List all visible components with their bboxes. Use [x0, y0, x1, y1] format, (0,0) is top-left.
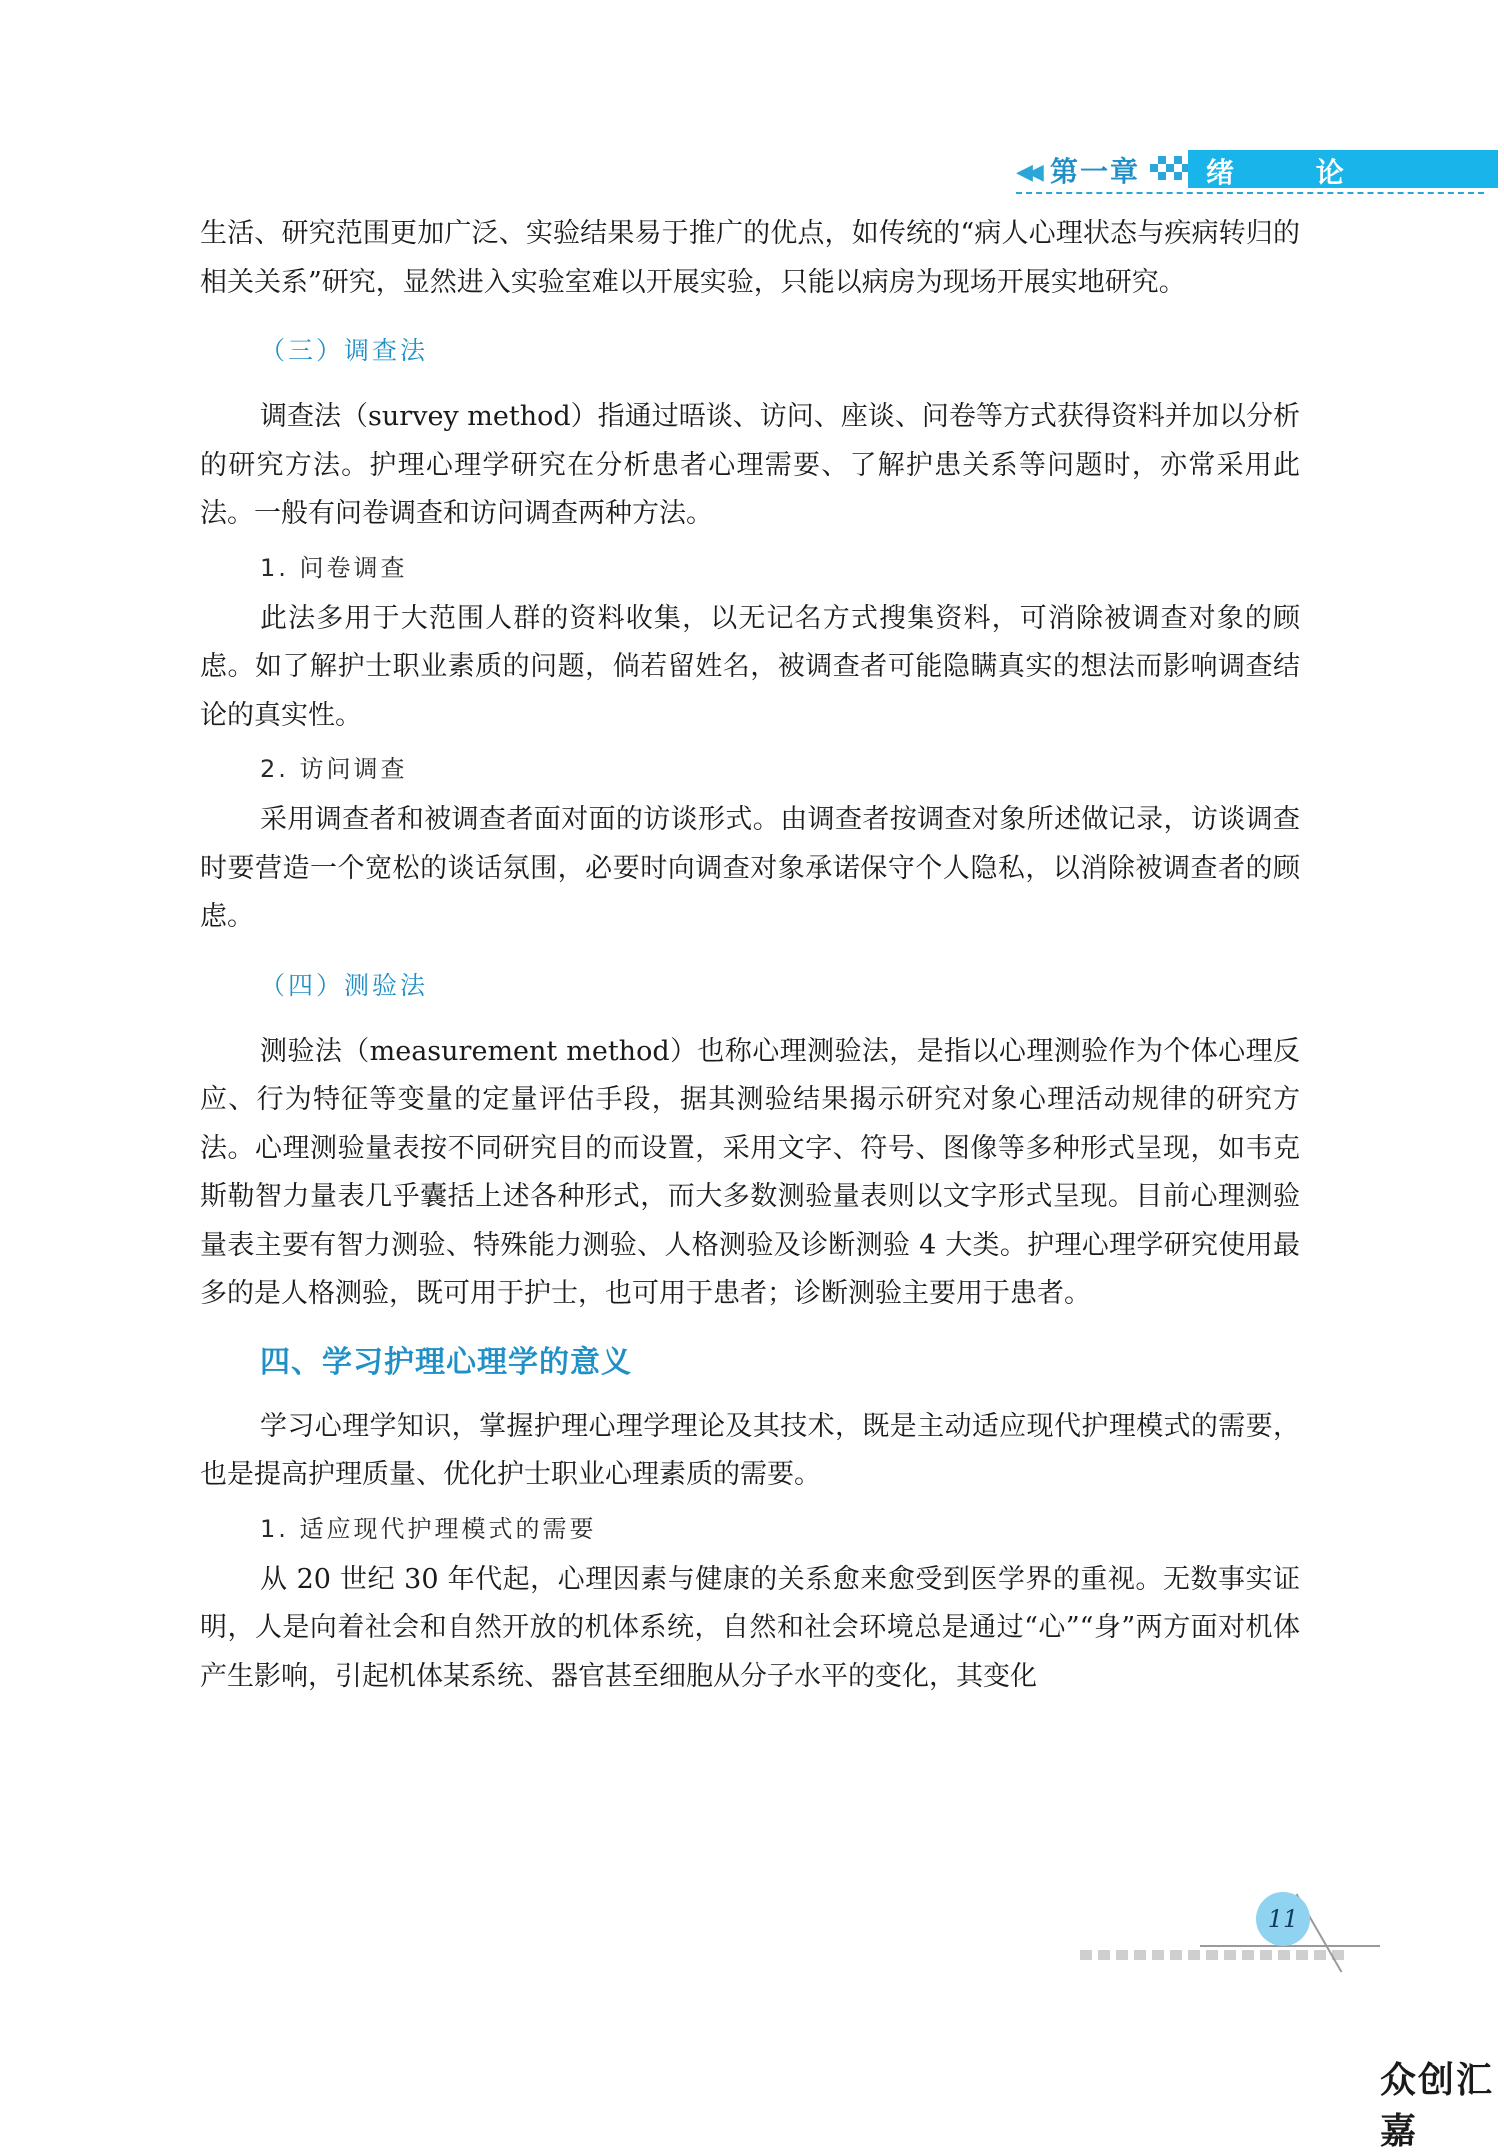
page-number: 11 — [1267, 1905, 1299, 1933]
paragraph: 调查法（survey method）指通过晤谈、访问、座谈、问卷等方式获得资料并加以分析的研究方法。护理心理学研究在分析患者心理需要、了解护患关系等问题时，亦常采用此法。一般有问卷调查和访问调查两种方法。 — [200, 401, 1300, 529]
checker-decoration — [1150, 156, 1192, 186]
page-number-badge — [1256, 1892, 1310, 1946]
paragraph: 学习心理学知识，掌握护理心理学理论及其技术，既是主动适应现代护理模式的需要，也是提高护理质量、优化护士职业心理素质的需要。 — [200, 1410, 1300, 1490]
section-heading: 四、学习护理心理学的意义 — [260, 1344, 632, 1380]
watermark-logo: 众创汇嘉 — [1380, 2060, 1495, 2152]
chapter-title-bar — [1188, 150, 1498, 188]
paragraph: 此法多用于大范围人群的资料收集，以无记名方式搜集资料，可消除被调查对象的顾虑。如了解护士职业素质的问题，倘若留姓名，被调查者可能隐瞒真实的想法而影响调查结论的真实性。 — [200, 602, 1300, 731]
subsection-heading: （四）测验法 — [260, 970, 429, 1000]
subsection-heading: （三）调查法 — [260, 336, 429, 365]
double-arrow-icon: ◀◀ — [1016, 160, 1038, 185]
chapter-label: 第一章 — [1050, 155, 1141, 188]
paragraph: 测验法（measurement method）也称心理测验法，是指以心理测验作为个体心理反应、行为特征等变量的定量评估手段，据其测验结果揭示研究对象心理活动规律的研究方法。心理测验量表按不同研究目的而设置，采用文字、符号、图像等多种形式呈现，如韦克斯勒智力量表几乎囊括上述各种形式，而大多数测验量表则以文字形式呈现。目前心理测验量表主要有智力测验、特殊能力测验、人格测验及诊断测验 4 大类。护理心理学研究使用最多的是人格测验，既可用于护士，也可用于患者；诊断测验主要用于患者。 — [200, 1035, 1300, 1309]
paragraph: 从 20 世纪 30 年代起，心理因素与健康的关系愈来愈受到医学界的重视。无数事实证明，人是向着社会和自然开放的机体系统，自然和社会环境总是通过“心”“身”两方面对机体产生影响，引起机体某系统、器官甚至细胞从分子水平的变化，其变化 — [200, 1563, 1300, 1692]
paragraph: 生活、研究范围更加广泛、实验结果易于推广的优点，如传统的“病人心理状态与疾病转归的相关关系”研究，显然进入实验室难以开展实验，只能以病房为现场开展实地研究。 — [200, 218, 1300, 298]
header-rule — [1016, 192, 1484, 194]
list-item-heading: 1. 问卷调查 — [260, 553, 408, 582]
paragraph: 采用调查者和被调查者面对面的访谈形式。由调查者按调查对象所述做记录，访谈调查时要营造一个宽松的谈话氛围，必要时向调查对象承诺保守个人隐私，以消除被调查者的顾虑。 — [200, 804, 1300, 932]
footer-rule — [1200, 1945, 1380, 1947]
footer-dash-decoration — [1080, 1950, 1350, 1960]
page-body — [200, 210, 1300, 1701]
chapter-title: 绪 论 — [1206, 156, 1380, 189]
list-item-heading: 2. 访问调查 — [260, 755, 408, 783]
list-item-heading: 1. 适应现代护理模式的需要 — [260, 1514, 597, 1543]
running-header — [1016, 146, 1484, 194]
